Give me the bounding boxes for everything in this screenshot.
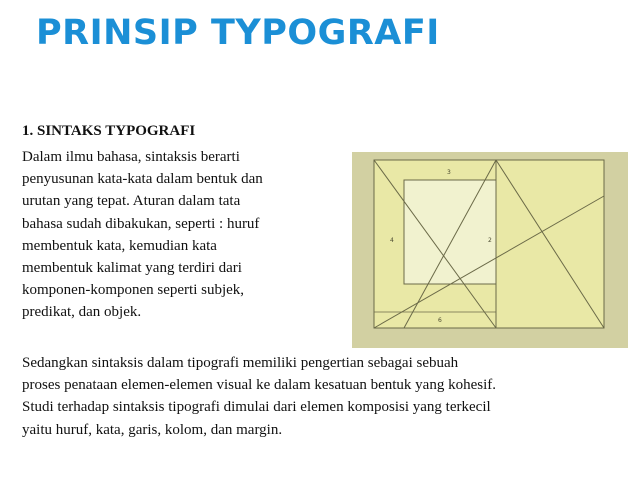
- section-heading: 1. SINTAKS TYPOGRAFI: [22, 123, 196, 139]
- paragraph-sintaksis-bahasa: Dalam ilmu bahasa, sintaksis berarti penyusunan kata-kata dalam bentuk dan urutan yang tepat. Aturan dalam tata bahasa sudah dibakukan, seperti : huruf membentuk kata, kemudian kata membentuk kalimat yang terdiri dari komponen-komponen seperti subjek, predikat, dan objek.: [22, 149, 263, 321]
- figure-label-left: 4: [390, 237, 394, 244]
- layout-grid-illustration: [352, 152, 628, 348]
- layout-grid-figure: [352, 152, 628, 348]
- paragraph-sintaksis-tipografi: Sedangkan sintaksis dalam tipografi memiliki pengertian sebagai sebuah proses penataan elemen-elemen visual ke dalam kesatuan bentuk yang kohesif. Studi terhadap sintaksis tipografi dimulai dari elemen komposisi yang terkecil yaitu huruf, kata, garis, kolom, dan margin.: [22, 355, 496, 438]
- figure-label-bottom: 6: [438, 317, 442, 324]
- slide-title: PRINSIP TYPOGRAFI: [36, 13, 440, 53]
- figure-label-top: 3: [447, 169, 451, 176]
- figure-label-center: 2: [488, 237, 492, 244]
- figure-inner-panel: [404, 180, 496, 284]
